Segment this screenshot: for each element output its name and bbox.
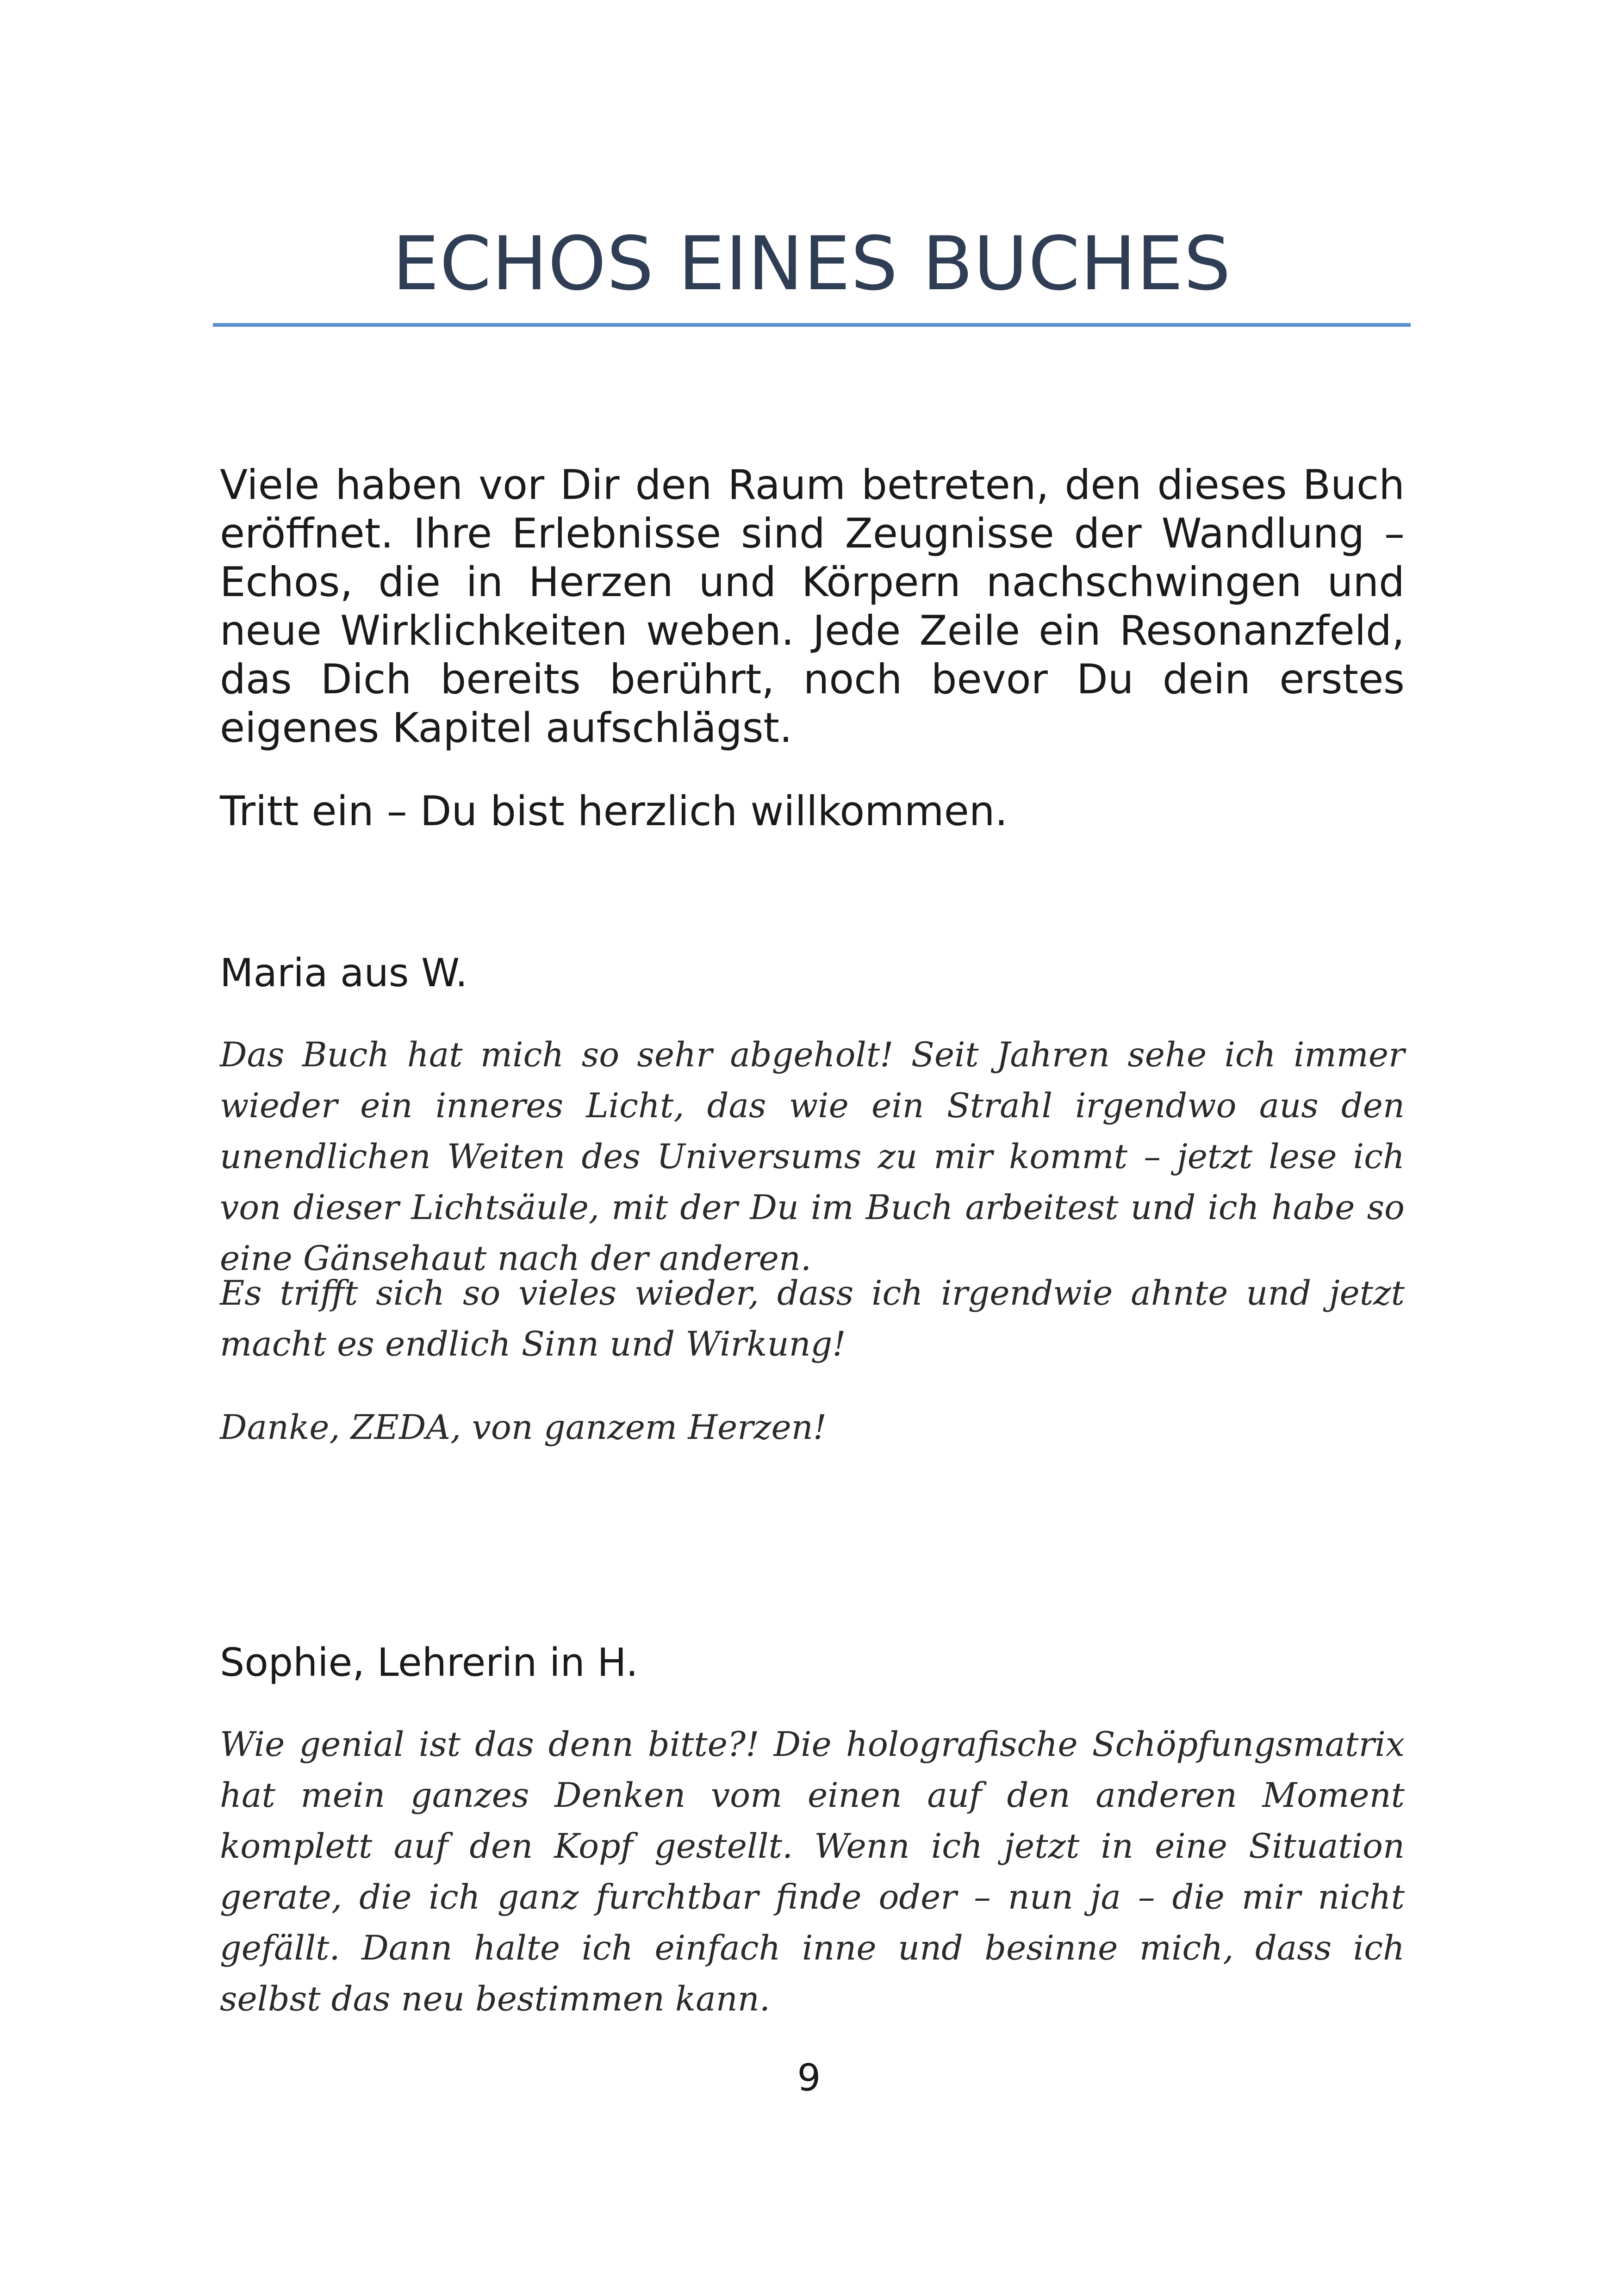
title-underline bbox=[213, 323, 1411, 327]
testimonial-quote: Das Buch hat mich so sehr abgeholt! Seit Jahren sehe ich immer wieder ein inneres Licht, das wie ein Strahl irgendwo aus den unendlichen Weiten des Universums zu mir kommt – jetzt lese ich von dieser Lichtsäule, mit der Du im Buch arbeitest und ich habe so eine Gänsehaut nach der anderen. bbox=[220, 1035, 1405, 1278]
testimonial-author: Maria aus W. bbox=[220, 950, 468, 996]
welcome-line: Tritt ein – Du bist herzlich willkommen. bbox=[220, 787, 1008, 835]
testimonial-quote: Wie genial ist das denn bitte?! Die holografische Schöpfungsmatrix hat mein ganzes Denken vom einen auf den anderen Moment komplett auf den Kopf gestellt. Wenn ich jetzt in eine Situation gerate, die ich ganz furchtbar finde oder – nun ja – die mir nicht gefällt. Dann halte ich einfach inne und besinne mich, dass ich selbst das neu bestimmen kann. bbox=[220, 1725, 1405, 2019]
page-number: 9 bbox=[797, 2056, 821, 2099]
testimonial-quote: Danke, ZEDA, von ganzem Herzen! bbox=[220, 1408, 827, 1447]
page-title: ECHOS EINES BUCHES bbox=[392, 220, 1232, 307]
testimonial-author: Sophie, Lehrerin in H. bbox=[220, 1640, 638, 1685]
testimonial-quote: Es trifft sich so vieles wieder, dass ich irgendwie ahnte und jetzt macht es endlich Sinn und Wirkung! bbox=[220, 1274, 1405, 1364]
intro-paragraph: Viele haben vor Dir den Raum betreten, den dieses Buch eröffnet. Ihre Erlebnisse sind Zeugnisse der Wandlung – Echos, die in Herzen und Körpern nachschwingen und neue Wirklichkeiten weben. Jede Zeile ein Resonanzfeld, das Dich bereits berührt, noch bevor Du dein erstes eigenes Kapitel aufschlägst. bbox=[220, 461, 1405, 752]
